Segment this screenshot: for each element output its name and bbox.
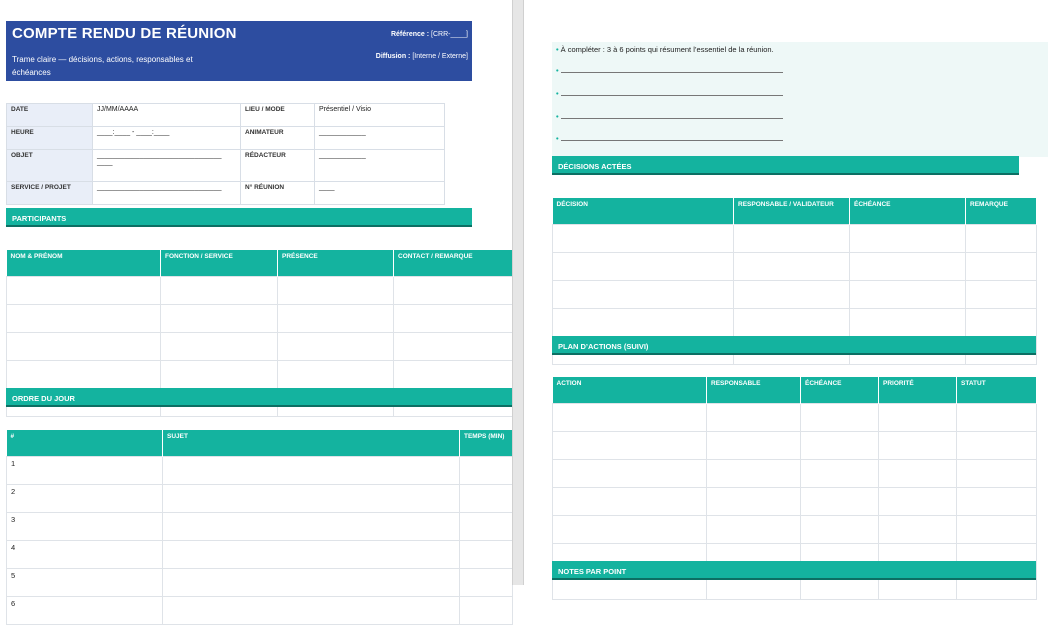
header-banner xyxy=(6,21,472,81)
table-cell[interactable] xyxy=(394,333,513,361)
table-cell[interactable] xyxy=(801,516,879,544)
table-cell[interactable] xyxy=(801,488,879,516)
summary-bullet-line[interactable] xyxy=(556,134,783,143)
table-row xyxy=(553,488,1037,516)
table-cell[interactable] xyxy=(7,333,161,361)
section-title: NOTES PAR POINT xyxy=(558,567,627,576)
table-cell[interactable] xyxy=(879,404,957,432)
table-row xyxy=(7,569,513,597)
table-cell[interactable] xyxy=(161,333,278,361)
summary-bullet-line[interactable] xyxy=(556,112,783,121)
info-row xyxy=(7,127,445,150)
table-cell[interactable] xyxy=(7,361,161,389)
actions-section-header xyxy=(552,336,1036,355)
table-cell[interactable] xyxy=(957,432,1037,460)
table-row xyxy=(7,597,513,625)
agenda-table xyxy=(6,430,512,625)
column-header: FONCTION / SERVICE xyxy=(161,250,278,277)
table-cell[interactable] xyxy=(707,460,801,488)
decisions-section-header xyxy=(552,156,1019,175)
table-cell[interactable] xyxy=(163,513,460,541)
column-header: CONTACT / REMARQUE xyxy=(394,250,513,277)
page-right xyxy=(524,0,1036,585)
agenda-number: 4 xyxy=(7,541,163,569)
table-cell[interactable] xyxy=(734,253,850,281)
agenda-number: 1 xyxy=(7,457,163,485)
table-cell[interactable] xyxy=(879,488,957,516)
agenda-number: 6 xyxy=(7,597,163,625)
agenda-number: 5 xyxy=(7,569,163,597)
table-row xyxy=(553,460,1037,488)
table-row xyxy=(7,361,513,389)
table-cell[interactable] xyxy=(966,309,1037,337)
column-header: NOM & PRÉNOM xyxy=(7,250,161,277)
bullet-icon: • xyxy=(556,134,559,143)
section-title: PLAN D’ACTIONS (SUIVI) xyxy=(558,342,649,351)
reference-label: Référence : xyxy=(390,31,430,38)
column-header: RESPONSABLE xyxy=(707,377,801,404)
info-label: RÉDACTEUR xyxy=(241,150,315,182)
table-cell[interactable] xyxy=(707,488,801,516)
participants-section-header xyxy=(6,208,472,227)
info-label: N° RÉUNION xyxy=(241,182,315,205)
column-header: DÉCISION xyxy=(553,198,734,225)
table-cell[interactable] xyxy=(707,516,801,544)
table-cell[interactable] xyxy=(553,281,734,309)
table-cell[interactable] xyxy=(460,457,513,485)
table-cell[interactable] xyxy=(460,597,513,625)
table-cell[interactable] xyxy=(879,460,957,488)
column-header: # xyxy=(7,430,163,457)
table-cell[interactable] xyxy=(957,404,1037,432)
table-cell[interactable] xyxy=(460,513,513,541)
column-header: PRIORITÉ xyxy=(879,377,957,404)
notes-section-header xyxy=(552,561,1036,580)
table-cell[interactable] xyxy=(966,225,1037,253)
table-cell[interactable] xyxy=(7,305,161,333)
column-header: STATUT xyxy=(957,377,1037,404)
table-row xyxy=(553,432,1037,460)
table-cell[interactable] xyxy=(163,597,460,625)
table-cell[interactable] xyxy=(278,361,394,389)
column-header: RESPONSABLE / VALIDATEUR xyxy=(734,198,850,225)
info-label: ANIMATEUR xyxy=(241,127,315,150)
table-cell[interactable] xyxy=(394,277,513,305)
table-cell[interactable] xyxy=(553,225,734,253)
table-cell[interactable] xyxy=(734,309,850,337)
info-row xyxy=(7,104,445,127)
table-cell[interactable] xyxy=(553,516,707,544)
bullet-icon: • xyxy=(556,45,559,54)
table-row xyxy=(7,485,513,513)
table-row xyxy=(7,277,513,305)
table-cell[interactable] xyxy=(161,361,278,389)
table-cell[interactable] xyxy=(850,309,966,337)
table-row xyxy=(7,513,513,541)
diffusion-field[interactable] xyxy=(376,53,468,60)
info-row xyxy=(7,150,445,182)
table-cell[interactable] xyxy=(553,253,734,281)
table-cell[interactable] xyxy=(850,225,966,253)
column-header: ÉCHÉANCE xyxy=(801,377,879,404)
table-cell[interactable] xyxy=(850,281,966,309)
table-cell[interactable] xyxy=(553,432,707,460)
table-cell[interactable] xyxy=(553,309,734,337)
column-header: ACTION xyxy=(553,377,707,404)
table-cell[interactable] xyxy=(801,432,879,460)
table-cell[interactable] xyxy=(879,432,957,460)
table-cell[interactable] xyxy=(966,281,1037,309)
table-cell[interactable] xyxy=(879,516,957,544)
document-subtitle: Trame claire — décisions, actions, responsables et échéances xyxy=(12,55,193,77)
info-label: SERVICE / PROJET xyxy=(7,182,93,205)
table-cell[interactable] xyxy=(734,281,850,309)
table-row xyxy=(7,541,513,569)
diffusion-value: [Interne / Externe] xyxy=(412,53,468,60)
table-cell[interactable] xyxy=(957,516,1037,544)
agenda-number: 3 xyxy=(7,513,163,541)
table-cell[interactable] xyxy=(801,460,879,488)
table-cell[interactable] xyxy=(163,541,460,569)
reference-field[interactable] xyxy=(391,31,468,38)
summary-bullet-line[interactable] xyxy=(556,66,783,75)
table-cell[interactable] xyxy=(707,404,801,432)
info-label: DATE xyxy=(7,104,93,127)
column-header: PRÉSENCE xyxy=(278,250,394,277)
info-value[interactable]: ____:____ - ____:____ xyxy=(93,127,241,150)
info-value[interactable]: ________________________________ xyxy=(93,182,241,205)
agenda-section-header xyxy=(6,388,512,407)
info-value[interactable]: JJ/MM/AAAA xyxy=(93,104,241,127)
table-cell[interactable] xyxy=(957,488,1037,516)
column-header: REMARQUE xyxy=(966,198,1037,225)
table-cell[interactable] xyxy=(966,253,1037,281)
table-cell[interactable] xyxy=(163,485,460,513)
page-left xyxy=(0,0,512,608)
table-cell[interactable] xyxy=(278,277,394,305)
table-cell[interactable] xyxy=(707,432,801,460)
table-row xyxy=(7,305,513,333)
blank-line xyxy=(561,134,783,141)
table-cell[interactable] xyxy=(163,569,460,597)
table-row xyxy=(553,225,1037,253)
table-row xyxy=(553,516,1037,544)
reference-value: [CRR-____] xyxy=(431,31,468,38)
info-value[interactable]: ____ xyxy=(315,182,445,205)
summary-box[interactable] xyxy=(552,42,1048,157)
info-value[interactable]: ____________ xyxy=(315,150,445,182)
blank-line xyxy=(561,89,783,96)
table-row xyxy=(553,309,1037,337)
table-cell[interactable] xyxy=(394,305,513,333)
table-cell[interactable] xyxy=(460,569,513,597)
table-cell[interactable] xyxy=(278,333,394,361)
table-row xyxy=(553,281,1037,309)
info-label: HEURE xyxy=(7,127,93,150)
blank-line xyxy=(561,66,783,73)
table-cell[interactable] xyxy=(7,277,161,305)
bullet-icon: • xyxy=(556,112,559,121)
section-title: PARTICIPANTS xyxy=(12,214,67,223)
bullet-icon: • xyxy=(556,89,559,98)
table-cell[interactable] xyxy=(278,305,394,333)
table-cell[interactable] xyxy=(163,457,460,485)
section-title: DÉCISIONS ACTÉES xyxy=(558,162,632,171)
agenda-number: 2 xyxy=(7,485,163,513)
table-cell[interactable] xyxy=(734,225,850,253)
summary-bullet-line[interactable] xyxy=(556,89,783,98)
column-header: TEMPS (MIN) xyxy=(460,430,513,457)
info-label: OBJET xyxy=(7,150,93,182)
table-row xyxy=(7,457,513,485)
table-cell[interactable] xyxy=(161,305,278,333)
table-cell[interactable] xyxy=(957,460,1037,488)
table-cell[interactable] xyxy=(460,541,513,569)
info-label: LIEU / MODE xyxy=(241,104,315,127)
info-value[interactable]: ____________ xyxy=(315,127,445,150)
table-cell[interactable] xyxy=(161,277,278,305)
table-cell[interactable] xyxy=(460,485,513,513)
summary-intro-text: À compléter : 3 à 6 points qui résument l’essentiel de la réunion. xyxy=(560,45,774,54)
table-cell[interactable] xyxy=(553,404,707,432)
bullet-icon: • xyxy=(556,66,559,75)
column-header: SUJET xyxy=(163,430,460,457)
table-cell[interactable] xyxy=(394,361,513,389)
document-title: COMPTE RENDU DE RÉUNION xyxy=(12,25,237,42)
column-header: ÉCHÉANCE xyxy=(850,198,966,225)
section-title: ORDRE DU JOUR xyxy=(12,394,75,403)
table-row xyxy=(553,253,1037,281)
blank-line xyxy=(561,112,783,119)
table-cell[interactable] xyxy=(850,253,966,281)
diffusion-label: Diffusion : xyxy=(375,53,411,60)
info-row xyxy=(7,182,445,205)
info-value[interactable]: ________________________________ ____ xyxy=(93,150,241,182)
table-cell[interactable] xyxy=(553,460,707,488)
table-row xyxy=(553,404,1037,432)
table-row xyxy=(7,333,513,361)
table-cell[interactable] xyxy=(801,404,879,432)
table-cell[interactable] xyxy=(553,488,707,516)
info-value[interactable]: Présentiel / Visio xyxy=(315,104,445,127)
summary-intro xyxy=(556,45,774,54)
page-separator xyxy=(512,0,524,585)
meeting-info-table xyxy=(6,103,444,205)
